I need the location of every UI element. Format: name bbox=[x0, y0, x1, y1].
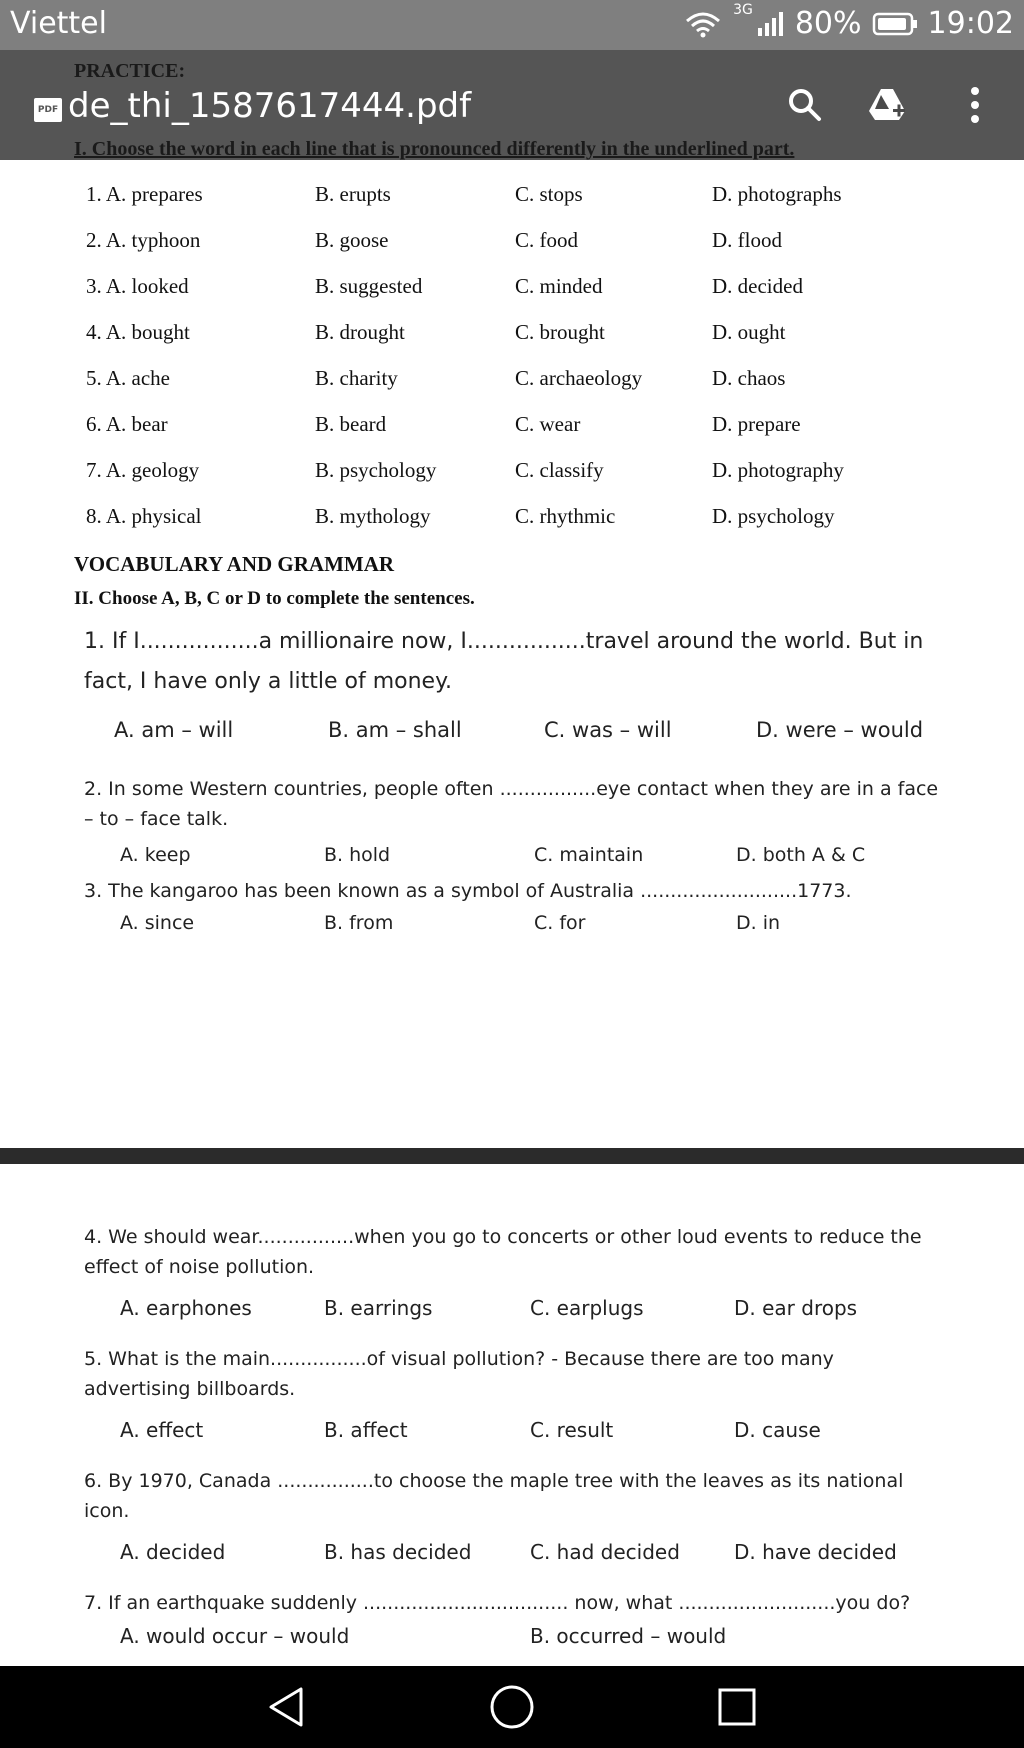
option-c: C. wear bbox=[515, 412, 581, 436]
section-heading: VOCABULARY AND GRAMMAR bbox=[74, 552, 395, 576]
question-options bbox=[74, 1540, 954, 1574]
option-b: B. affect bbox=[324, 1418, 408, 1442]
option-d: D. photography bbox=[712, 458, 844, 482]
recent-apps-button[interactable] bbox=[712, 1682, 762, 1732]
question-text: 3. The kangaroo has been known as a symbol of Australia ..........................1773. bbox=[84, 880, 852, 902]
question-text: 7. If an earthquake suddenly .................................. now, what ..........................you do? bbox=[84, 1592, 911, 1614]
pronunciation-row bbox=[0, 320, 1024, 354]
search-button[interactable] bbox=[780, 80, 830, 130]
home-circle-icon bbox=[489, 1684, 535, 1730]
option-d: D. in bbox=[736, 912, 781, 934]
question-block bbox=[74, 622, 954, 934]
ghost-page-heading: PRACTICE: bbox=[74, 60, 186, 82]
recent-apps-square-icon bbox=[717, 1687, 757, 1727]
option-b: B. beard bbox=[315, 412, 387, 436]
question-options bbox=[74, 1418, 954, 1452]
option-a: 2. A. typhoon bbox=[86, 228, 201, 252]
option-b: B. occurred – would bbox=[530, 1624, 727, 1648]
pdf-file-icon: PDF bbox=[34, 98, 62, 122]
option-b: B. has decided bbox=[324, 1540, 472, 1564]
battery-icon bbox=[872, 11, 918, 37]
question-text: 1. If I.................a millionaire now, I.................travel around the world. But in fact, I have only a little of money. bbox=[84, 629, 924, 694]
option-a: 3. A. looked bbox=[86, 274, 189, 298]
section-instruction: II. Choose A, B, C or D to complete the sentences. bbox=[74, 588, 475, 609]
back-triangle-icon bbox=[265, 1685, 309, 1729]
option-b: B. hold bbox=[324, 844, 391, 866]
battery-percent: 80% bbox=[794, 6, 862, 41]
option-b: B. mythology bbox=[315, 504, 431, 528]
option-b: B. drought bbox=[315, 320, 405, 344]
ghost-page-instruction: I. Choose the word in each line that is pronounced differently in the underlined part. bbox=[74, 138, 795, 160]
option-c: C. rhythmic bbox=[515, 504, 616, 528]
pronunciation-row bbox=[0, 274, 1024, 308]
option-a: A. decided bbox=[120, 1540, 226, 1564]
option-a: A. since bbox=[120, 912, 195, 934]
document-title: de_thi_1587617444.pdf bbox=[68, 86, 472, 126]
option-b: B. suggested bbox=[315, 274, 423, 298]
question-text: 4. We should wear................when you go to concerts or other loud events to reduce the effect of noise pollution. bbox=[84, 1226, 922, 1278]
pronunciation-row bbox=[0, 458, 1024, 492]
clock: 19:02 bbox=[927, 6, 1014, 41]
app-bar bbox=[0, 50, 1024, 160]
option-b: B. am – shall bbox=[328, 718, 462, 742]
option-a: 6. A. bear bbox=[86, 412, 168, 436]
option-c: C. brought bbox=[515, 320, 605, 344]
option-b: B. earrings bbox=[324, 1296, 433, 1320]
question-text: 2. In some Western countries, people often ................eye contact when they are in a face – to – face talk. bbox=[84, 778, 939, 830]
question-options bbox=[74, 718, 954, 752]
option-d: D. cause bbox=[734, 1418, 821, 1442]
option-b: B. from bbox=[324, 912, 394, 934]
option-c: C. earplugs bbox=[530, 1296, 644, 1320]
question-block bbox=[74, 1222, 954, 1652]
option-b: B. psychology bbox=[315, 458, 437, 482]
question-text: 6. By 1970, Canada ................to choose the maple tree with the leaves as its national icon. bbox=[84, 1470, 904, 1522]
option-a: 1. A. prepares bbox=[86, 182, 203, 206]
option-d: D. photographs bbox=[712, 182, 842, 206]
option-a: 8. A. physical bbox=[86, 504, 202, 528]
status-bar bbox=[0, 0, 1024, 50]
option-c: C. archaeology bbox=[515, 366, 643, 390]
carrier-name: Viettel bbox=[10, 6, 107, 41]
option-b: B. charity bbox=[315, 366, 398, 390]
navigation-bar bbox=[0, 1666, 1024, 1748]
more-options-button[interactable] bbox=[950, 80, 1000, 130]
option-b: B. erupts bbox=[315, 182, 391, 206]
question-options bbox=[74, 1624, 954, 1658]
option-d: D. ought bbox=[712, 320, 786, 344]
option-a: A. earphones bbox=[120, 1296, 252, 1320]
pdf-page-2 bbox=[0, 1164, 1024, 1666]
option-c: C. was – will bbox=[544, 718, 672, 742]
more-vertical-icon bbox=[969, 85, 981, 125]
question-options bbox=[74, 844, 954, 878]
home-button[interactable] bbox=[487, 1682, 537, 1732]
wifi-icon bbox=[683, 9, 723, 39]
option-d: D. ear drops bbox=[734, 1296, 858, 1320]
option-a: 4. A. bought bbox=[86, 320, 190, 344]
option-a: A. effect bbox=[120, 1418, 204, 1442]
pronunciation-row bbox=[0, 504, 1024, 538]
option-c: C. maintain bbox=[534, 844, 644, 866]
signal-icon bbox=[757, 10, 785, 38]
question-options bbox=[74, 1296, 954, 1330]
pronunciation-row bbox=[0, 182, 1024, 216]
network-type: 3G bbox=[733, 1, 753, 18]
pronunciation-row bbox=[0, 366, 1024, 400]
option-c: C. had decided bbox=[530, 1540, 680, 1564]
option-d: D. decided bbox=[712, 274, 803, 298]
pdf-page-1 bbox=[0, 160, 1024, 1149]
option-d: D. chaos bbox=[712, 366, 786, 390]
option-c: C. result bbox=[530, 1418, 614, 1442]
option-d: D. flood bbox=[712, 228, 782, 252]
option-c: C. classify bbox=[515, 458, 604, 482]
option-a: A. keep bbox=[120, 844, 191, 866]
question-options bbox=[74, 912, 954, 946]
option-a: 5. A. ache bbox=[86, 366, 170, 390]
question-text: 5. What is the main................of visual pollution? - Because there are too many advertising billboards. bbox=[84, 1348, 834, 1400]
pronunciation-row bbox=[0, 228, 1024, 262]
option-c: C. minded bbox=[515, 274, 603, 298]
option-d: D. have decided bbox=[734, 1540, 897, 1564]
page-divider bbox=[0, 1148, 1024, 1164]
option-d: D. psychology bbox=[712, 504, 835, 528]
option-a: A. would occur – would bbox=[120, 1624, 350, 1648]
option-d: D. were – would bbox=[756, 718, 924, 742]
option-a: A. am – will bbox=[114, 718, 234, 742]
option-d: D. prepare bbox=[712, 412, 801, 436]
search-icon bbox=[787, 87, 823, 123]
option-c: C. stops bbox=[515, 182, 583, 206]
option-a: 7. A. geology bbox=[86, 458, 200, 482]
option-c: C. food bbox=[515, 228, 578, 252]
add-to-drive-button[interactable] bbox=[862, 80, 912, 130]
drive-add-icon bbox=[867, 87, 907, 123]
option-c: C. for bbox=[534, 912, 586, 934]
option-d: D. both A & C bbox=[736, 844, 866, 866]
pronunciation-row bbox=[0, 412, 1024, 446]
back-button[interactable] bbox=[262, 1682, 312, 1732]
option-b: B. goose bbox=[315, 228, 389, 252]
